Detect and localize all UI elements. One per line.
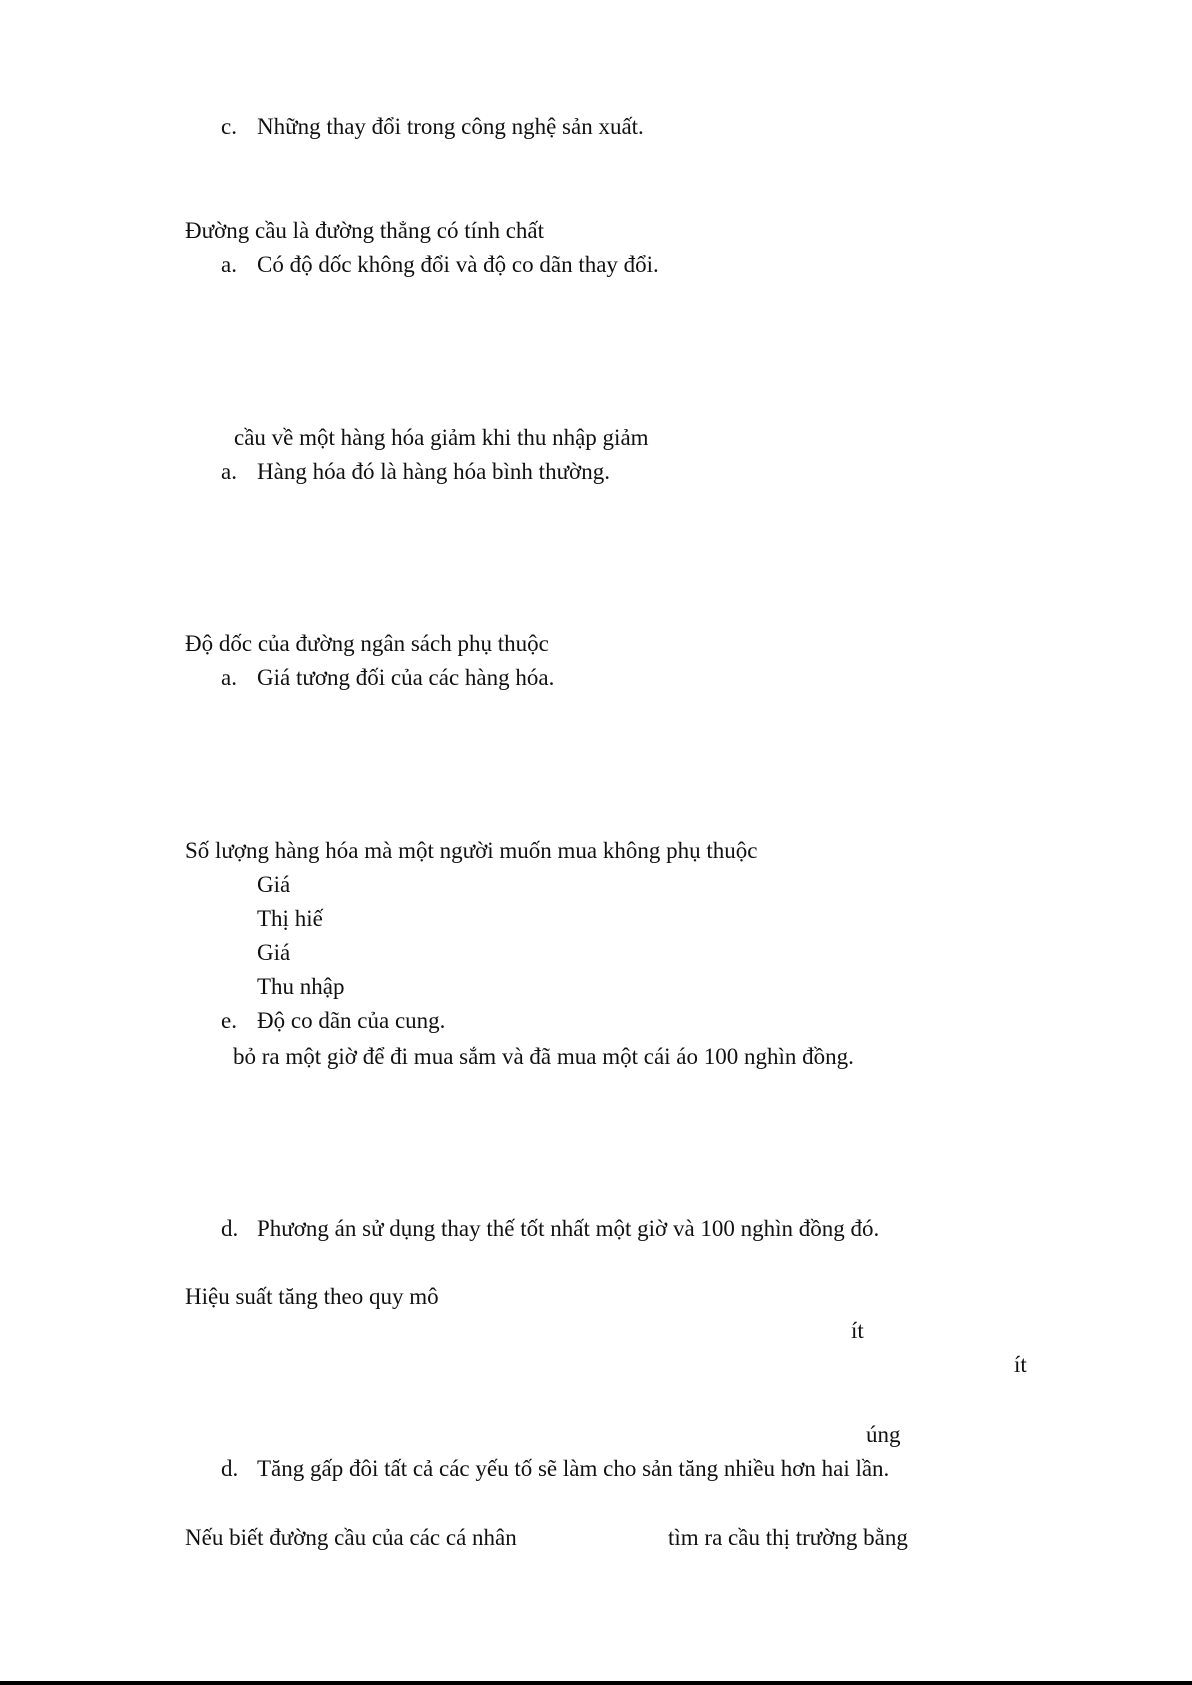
option-letter-e: e. xyxy=(221,1008,237,1033)
option-letter-d: d. xyxy=(221,1216,239,1241)
option-letter-a: a. xyxy=(221,665,237,690)
option-letter-a: a. xyxy=(221,252,237,277)
option-text-constant-slope: Có độ dốc không đổi và độ co dãn thay đổi. xyxy=(257,252,659,277)
option-text-price: Giá xyxy=(257,872,291,897)
option-text-normal-good: Hàng hóa đó là hàng hóa bình thường. xyxy=(257,459,610,484)
option-letter-c: c. xyxy=(221,114,237,139)
option-letter-a: a. xyxy=(221,459,237,484)
page-bottom-border xyxy=(0,1681,1192,1685)
question-demand-income-decrease: cầu về một hàng hóa giảm khi thu nhập giảm xyxy=(234,425,649,450)
option-text-relative-prices: Giá tương đối của các hàng hóa. xyxy=(257,665,555,690)
question-market-demand: Nếu biết đường cầu của các cá nhân xyxy=(185,1525,517,1550)
option-text-opportunity-cost: Phương án sử dụng thay thế tốt nhất một giờ và 100 nghìn đồng đó. xyxy=(257,1216,880,1241)
option-text-price-2: Giá xyxy=(257,940,291,965)
option-text-income: Thu nhập xyxy=(257,974,345,999)
option-letter-d: d. xyxy=(221,1456,239,1481)
question-shopping-hour: bỏ ra một giờ để đi mua sắm và đã mua một cái áo 100 nghìn đồng. xyxy=(233,1044,854,1069)
question-budget-line-slope: Độ dốc của đường ngân sách phụ thuộc xyxy=(185,631,549,656)
option-text-production-technology: Những thay đổi trong công nghệ sản xuất. xyxy=(257,114,644,139)
question-demand-line-property: Đường cầu là đường thẳng có tính chất xyxy=(185,218,545,243)
option-text-supply-elasticity: Độ co dãn của cung. xyxy=(257,1008,446,1033)
option-text-taste: Thị hiế xyxy=(257,906,323,931)
question-increasing-returns: Hiệu suất tăng theo quy mô xyxy=(185,1284,439,1309)
text-fragment: ít xyxy=(1014,1352,1027,1377)
question-market-demand-cont: tìm ra cầu thị trường bằng xyxy=(668,1525,908,1550)
question-quantity-demanded: Số lượng hàng hóa mà một người muốn mua không phụ thuộc xyxy=(185,838,758,863)
text-fragment: úng xyxy=(866,1422,901,1447)
option-text-double-inputs: Tăng gấp đôi tất cả các yếu tố sẽ làm cho sản tăng nhiều hơn hai lần. xyxy=(257,1456,890,1481)
text-fragment: ít xyxy=(851,1318,864,1343)
